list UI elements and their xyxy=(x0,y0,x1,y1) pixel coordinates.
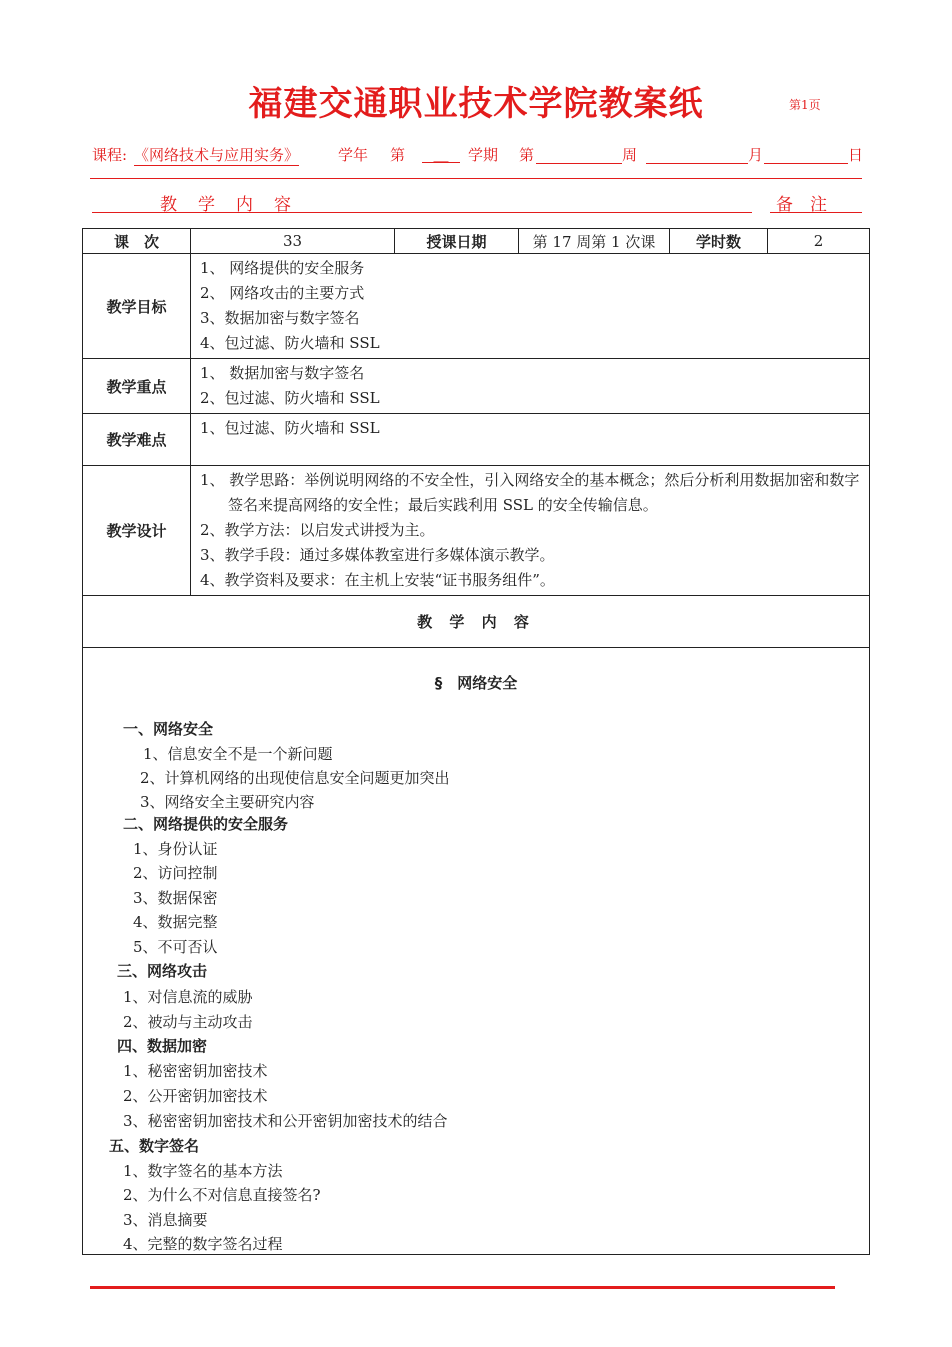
list-item: 1、信息安全不是一个新问题 xyxy=(143,745,333,763)
divider xyxy=(770,212,862,213)
divider xyxy=(372,212,752,213)
document-title: 福建交通职业技术学院教案纸 xyxy=(248,84,704,124)
objectives-list xyxy=(191,254,870,359)
design-label: 教学设计 xyxy=(83,466,191,596)
difficulties-label: 教学难点 xyxy=(83,414,191,466)
design-list xyxy=(191,466,870,596)
xueqi-label: 学期 xyxy=(468,146,499,164)
list-item: 1、身份认证 xyxy=(133,840,218,858)
content-body xyxy=(83,648,870,1255)
list-item: 2、公开密钥加密技术 xyxy=(123,1087,268,1105)
lesson-number-value: 33 xyxy=(191,229,395,254)
yue-label: 月 xyxy=(748,146,764,164)
list-item: 1、对信息流的威胁 xyxy=(123,988,253,1006)
footer-divider xyxy=(90,1286,835,1289)
list-item: 1、 数据加密与数字签名 xyxy=(200,364,365,382)
list-item: 2、 网络攻击的主要方式 xyxy=(200,284,365,302)
difficulties-list xyxy=(191,414,870,466)
section-heading: 三、网络攻击 xyxy=(117,962,208,980)
list-item: 3、秘密密钥加密技术和公开密钥加密技术的结合 xyxy=(123,1112,448,1130)
page-number: 第1页 xyxy=(789,98,821,112)
hours-label: 学时数 xyxy=(670,229,768,254)
list-item: 3、教学手段：通过多媒体教室进行多媒体演示教学。 xyxy=(200,546,555,564)
list-item: 5、不可否认 xyxy=(133,938,218,956)
list-item: 2、为什么不对信息直接签名? xyxy=(123,1186,321,1204)
section-heading: 五、数字签名 xyxy=(109,1137,200,1155)
list-item: 1、 教学思路：举例说明网络的不安全性，引入网络安全的基本概念；然后分析利用数据加密和数字签名来提高网络的安全性；最后实践利用 SSL 的安全传输信息。 xyxy=(200,471,860,514)
di-label-2: 第 xyxy=(519,146,535,164)
di-label-1: 第 xyxy=(390,146,406,164)
lesson-plan-table xyxy=(82,228,870,1255)
list-item: 3、消息摘要 xyxy=(123,1211,208,1229)
remarks-label: 备 注 xyxy=(776,195,827,215)
ri-label: 日 xyxy=(848,146,864,164)
list-item: 1、包过滤、防火墙和 SSL xyxy=(200,419,380,437)
list-item: 2、被动与主动攻击 xyxy=(123,1013,253,1031)
semester-blank: __ xyxy=(422,144,460,163)
list-item: 2、包过滤、防火墙和 SSL xyxy=(200,389,380,407)
objectives-label: 教学目标 xyxy=(83,254,191,359)
month-blank xyxy=(646,144,748,164)
list-item: 4、教学资料及要求：在主机上安装“证书服务组件”。 xyxy=(200,571,555,589)
content-label: 教 学 内 容 xyxy=(160,195,293,215)
list-item: 3、数据保密 xyxy=(133,889,218,907)
list-item: 1、数字签名的基本方法 xyxy=(123,1162,283,1180)
xuenian-label: 学年 xyxy=(338,146,369,164)
course-label: 课程: xyxy=(92,146,128,164)
list-item: 2、访问控制 xyxy=(133,864,218,882)
divider xyxy=(92,212,372,213)
key-points-label: 教学重点 xyxy=(83,359,191,414)
course-name: 《网络技术与应用实务》 xyxy=(134,146,300,164)
hours-value: 2 xyxy=(768,229,870,254)
section-heading: 二、网络提供的安全服务 xyxy=(123,815,289,833)
teaching-date-label: 授课日期 xyxy=(395,229,519,254)
day-blank xyxy=(764,144,848,164)
teaching-date-value: 第 17 周第 1 次课 xyxy=(519,229,670,254)
key-points-list xyxy=(191,359,870,414)
list-item: 4、包过滤、防火墙和 SSL xyxy=(200,334,380,352)
section-title: § 网络安全 xyxy=(434,674,518,692)
list-item: 4、完整的数字签名过程 xyxy=(123,1235,283,1253)
list-item: 1、 网络提供的安全服务 xyxy=(200,259,365,277)
list-item: 3、数据加密与数字签名 xyxy=(200,309,360,327)
section-heading: 一、网络安全 xyxy=(123,720,214,738)
section-heading: 四、数据加密 xyxy=(117,1037,208,1055)
list-item: 3、网络安全主要研究内容 xyxy=(140,793,315,811)
week-blank xyxy=(536,144,622,164)
zhou-label: 周 xyxy=(622,146,638,164)
list-item: 4、数据完整 xyxy=(133,913,218,931)
list-item: 2、教学方法：以启发式讲授为主。 xyxy=(200,521,435,539)
list-item: 2、计算机网络的出现使信息安全问题更加突出 xyxy=(140,769,450,787)
content-header: 教 学 内 容 xyxy=(83,596,870,648)
list-item: 1、秘密密钥加密技术 xyxy=(123,1062,268,1080)
lesson-number-label: 课 次 xyxy=(83,229,191,254)
divider xyxy=(90,178,862,179)
course-line xyxy=(92,144,864,170)
